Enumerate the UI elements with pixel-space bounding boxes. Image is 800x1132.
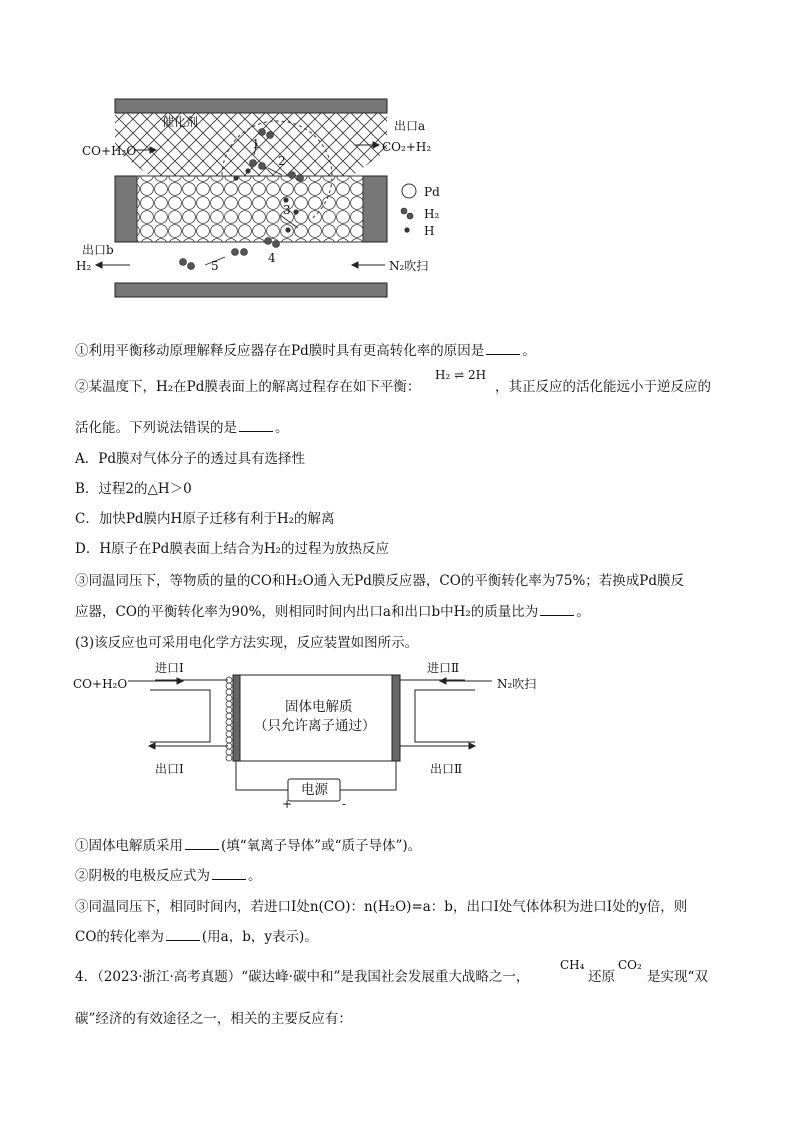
step-3: 3 (283, 203, 291, 217)
reactor-left-block (115, 176, 137, 242)
catalyst-zone (115, 113, 387, 176)
sweep-label: N₂吹扫 (389, 259, 429, 273)
part-3-intro: (3)该反应也可采用电化学方法实现，反应装置如图所示。 (75, 635, 419, 651)
question-4-mid: 还原 (588, 969, 615, 985)
question-1: ①利用平衡移动原理解释反应器存在Pd膜时具有更高转化率的原因是 。 (75, 343, 536, 359)
sweep-label-2: N₂吹扫 (497, 677, 537, 691)
right-electrode (392, 675, 400, 761)
feed-label: CO+H₂O (73, 677, 128, 691)
question-2-line-2: 活化能。下列说法错误的是 。 (75, 420, 289, 436)
power-source-label: 电源 (301, 782, 328, 798)
answer-blank[interactable] (239, 419, 273, 432)
electro-question-3-line-1: ③同温同压下，相同时间内，若进口Ⅰ处n(CO)：n(H₂O)=a：b，出口Ⅰ处气体体积为进口Ⅰ处的y倍，则 (75, 899, 688, 915)
answer-blank[interactable] (540, 603, 574, 616)
question-2-line-1b: ，其正反应的活化能远小于逆反应的 (495, 379, 711, 395)
option-b: B．过程2的△H＞0 (75, 481, 192, 497)
electro-question-3-line-2: CO的转化率为 (用a，b，y表示)。 (75, 929, 318, 945)
left-electrode (233, 675, 240, 761)
step-5: 5 (211, 259, 219, 273)
left-electrode-coil (226, 677, 232, 761)
electro-question-2: ②阴极的电极反应式为 。 (75, 868, 262, 884)
dissociation-equation: H₂ ⇌ 2H (435, 368, 487, 382)
option-a: A．Pd膜对气体分子的透过具有选择性 (75, 451, 305, 467)
step-2: 2 (278, 154, 286, 168)
inlet-2-label: 进口Ⅱ (427, 661, 460, 675)
reactor-right-block (363, 176, 387, 242)
inlet-label: CO+H₂O (82, 144, 137, 158)
outlet-2-label: 出口Ⅱ (430, 762, 463, 776)
outlet-b-label: 出口b (82, 243, 114, 257)
answer-blank[interactable] (185, 837, 219, 850)
option-c: C．加快Pd膜内H原子迁移有利于H₂的解离 (75, 511, 335, 527)
legend-pd-symbol (402, 184, 416, 198)
electro-question-1: ①固体电解质采用 (填“氧离子导体”或“质子导体”)。 (75, 838, 422, 854)
legend-h-symbol (404, 227, 409, 232)
reactor-bottom-wall (115, 283, 387, 297)
outlet-1-label: 出口Ⅰ (155, 762, 184, 776)
question-2-line-1: ②某温度下，H₂在Pd膜表面上的解离过程存在如下平衡： (75, 379, 421, 395)
outlet-a-product: CO₂+H₂ (382, 140, 432, 154)
ch4-formula: CH₄ (560, 958, 585, 972)
reactor-top-wall (115, 99, 387, 113)
answer-blank[interactable] (486, 342, 520, 355)
answer-blank[interactable] (212, 867, 246, 880)
catalyst-label: 催化剂 (162, 115, 199, 129)
option-d: D．H原子在Pd膜表面上结合为H₂的过程为放热反应 (75, 541, 390, 557)
positive-terminal: + (282, 797, 293, 811)
electrolyte-label: 固体电解质 (285, 699, 353, 715)
question-4-line-1-end: 是实现“双 (647, 969, 708, 985)
outlet-a-label: 出口a (394, 119, 426, 133)
co2-formula: CO₂ (618, 958, 642, 972)
question-3-line-2: 应器，CO的平衡转化率为90%，则相同时间内出口a和出口b中H₂的质量比为 。 (75, 604, 590, 620)
answer-blank[interactable] (166, 928, 200, 941)
step-4: 4 (268, 251, 276, 265)
step-1: 1 (252, 137, 260, 151)
legend-h2-label: H₂ (424, 207, 440, 221)
question-4-line-1: 4．（2023·浙江·高考真题）“碳达峰·碳中和”是我国社会发展重大战略之一， (75, 969, 530, 985)
electrolyte-note: （只允许离子通过） (254, 718, 376, 734)
legend-h-label: H (424, 224, 435, 238)
question-4-line-2: 碳”经济的有效途径之一，相关的主要反应有： (75, 1011, 352, 1027)
outlet-b-product: H₂ (76, 259, 92, 273)
pd-membrane (137, 176, 363, 242)
legend-pd-label: Pd (424, 185, 440, 199)
negative-terminal: - (342, 797, 347, 811)
question-3-line-1: ③同温同压下，等物质的量的CO和H₂O通入无Pd膜反应器，CO的平衡转化率为75%；若换成Pd膜反 (75, 573, 685, 589)
inlet-1-label: 进口Ⅰ (155, 661, 184, 675)
